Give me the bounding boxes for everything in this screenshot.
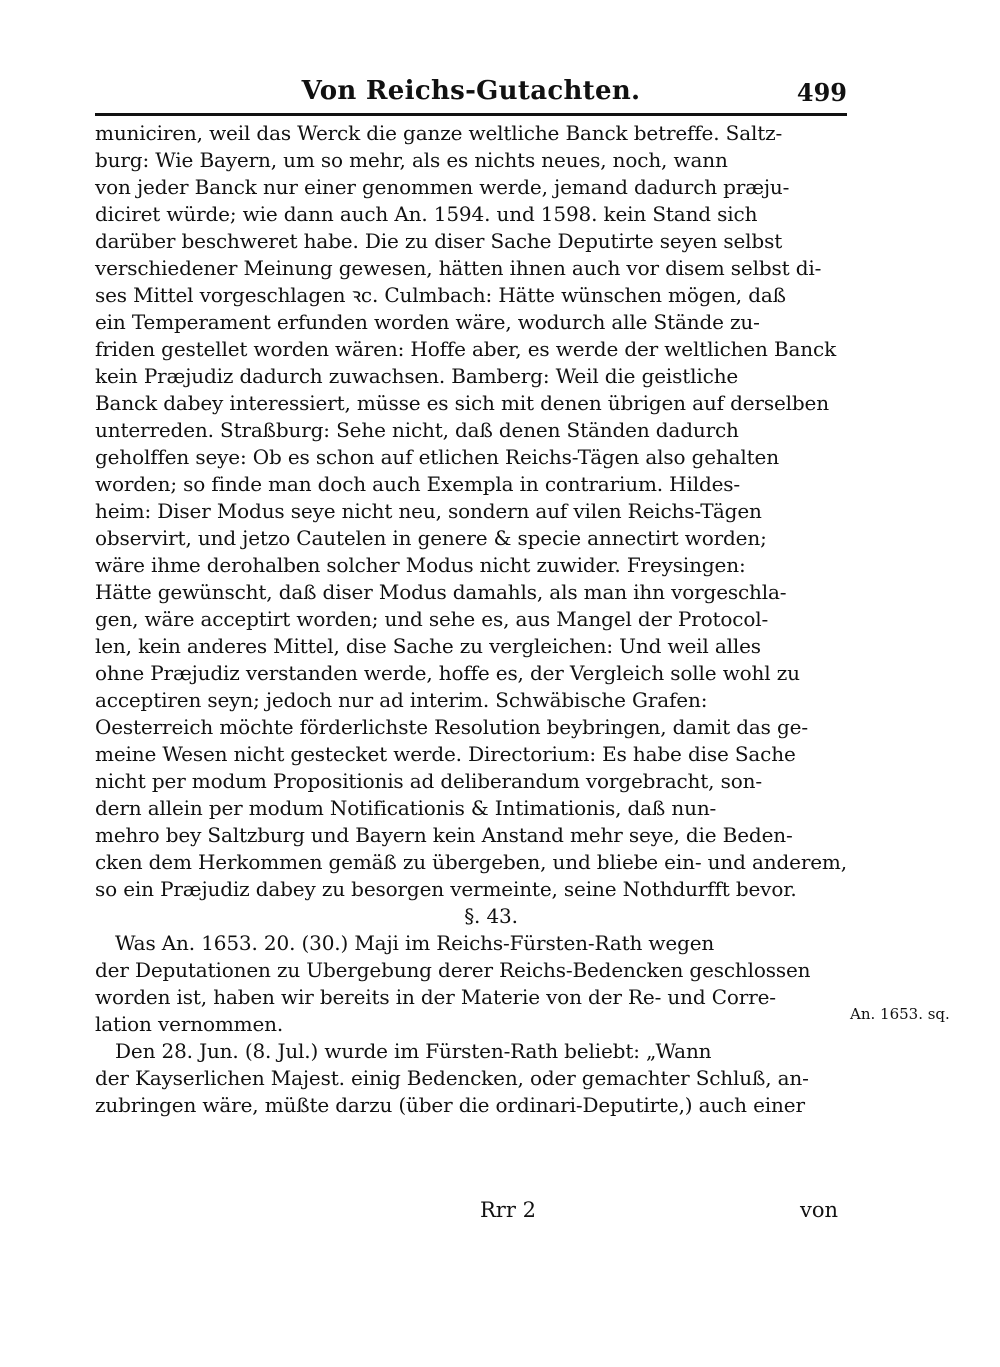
margin-note: An. 1653. sq. <box>850 1005 950 1023</box>
text-line: diciret würde; wie dann auch An. 1594. und 1598. kein Stand sich <box>95 202 758 226</box>
text-line: mehro bey Saltzburg und Bayern kein Anstand mehr seye, die Beden- <box>95 823 793 847</box>
section-heading: §. 43. <box>464 904 518 928</box>
text-line: ses Mittel vorgeschlagen ꝛc. Culmbach: Hätte wünschen mögen, daß <box>95 283 786 307</box>
text-line: der Kayserlichen Majest. einig Bedencken, oder gemachter Schluß, an- <box>95 1066 809 1090</box>
text-line: burg: Wie Bayern, um so mehr, als es nichts neues, noch, wann <box>95 148 728 172</box>
text-line: Oesterreich möchte förderlichste Resolution beybringen, damit das ge- <box>95 715 808 739</box>
text-line: gen, wäre acceptirt worden; und sehe es, aus Mangel der Protocol- <box>95 607 769 631</box>
text-line: meine Wesen nicht gestecket werde. Directorium: Es habe dise Sache <box>95 742 796 766</box>
header-rule <box>95 113 847 116</box>
text-line: wäre ihme derohalben solcher Modus nicht zuwider. Freysingen: <box>95 553 746 577</box>
text-line: lation vernommen. <box>95 1012 284 1036</box>
text-line: cken dem Herkommen gemäß zu übergeben, und bliebe ein- und anderem, <box>95 850 847 874</box>
text-line: kein Præjudiz dadurch zuwachsen. Bamberg: Weil die geistliche <box>95 364 739 388</box>
text-line: zubringen wäre, müßte darzu (über die ordinari-Deputirte,) auch einer <box>95 1093 805 1117</box>
text-line: municiren, weil das Werck die ganze weltliche Banck betreffe. Saltz- <box>95 121 783 145</box>
text-line: worden; so finde man doch auch Exempla in contrarium. Hildes- <box>95 472 741 496</box>
text-line: geholffen seye: Ob es schon auf etlichen Reichs-Tägen also gehalten <box>95 445 779 469</box>
page-number: 499 <box>796 78 847 107</box>
text-line: so ein Præjudiz dabey zu besorgen vermeinte, seine Nothdurfft bevor. <box>95 877 797 901</box>
running-title: Von Reichs-Gutachten. <box>301 76 641 106</box>
text-line: friden gestellet worden wären: Hoffe aber, es werde der weltlichen Banck <box>95 337 837 361</box>
text-line: Was An. 1653. 20. (30.) Maji im Reichs-Fürsten-Rath wegen <box>115 931 715 955</box>
running-header <box>95 76 847 110</box>
signature-mark: Rrr 2 <box>480 1198 536 1222</box>
text-line: acceptiren seyn; jedoch nur ad interim. Schwäbische Grafen: <box>95 688 708 712</box>
text-line: worden ist, haben wir bereits in der Materie von der Re- und Corre- <box>95 985 776 1009</box>
text-line: ohne Præjudiz verstanden werde, hoffe es, der Vergleich solle wohl zu <box>95 661 800 685</box>
text-line: Den 28. Jun. (8. Jul.) wurde im Fürsten-Rath beliebt: „Wann <box>115 1039 712 1063</box>
text-line: der Deputationen zu Ubergebung derer Reichs-Bedencken geschlossen <box>95 958 811 982</box>
text-line: nicht per modum Propositionis ad deliberandum vorgebracht, son- <box>95 769 762 793</box>
text-line: ein Temperament erfunden worden wäre, wodurch alle Stände zu- <box>95 310 760 334</box>
text-line: len, kein anderes Mittel, dise Sache zu vergleichen: Und weil alles <box>95 634 761 658</box>
text-line: heim: Diser Modus seye nicht neu, sondern auf vilen Reichs-Tägen <box>95 499 762 523</box>
text-line: verschiedener Meinung gewesen, hätten ihnen auch vor disem selbst di- <box>95 256 822 280</box>
text-line: darüber beschweret habe. Die zu diser Sache Deputirte seyen selbst <box>95 229 783 253</box>
text-line: Hätte gewünscht, daß diser Modus damahls, als man ihn vorgeschla- <box>95 580 787 604</box>
text-line: von jeder Banck nur einer genommen werde, jemand dadurch præju- <box>95 175 790 199</box>
text-line: observirt, und jetzo Cautelen in genere & specie annectirt worden; <box>95 526 767 550</box>
text-line: unterreden. Straßburg: Sehe nicht, daß denen Ständen dadurch <box>95 418 739 442</box>
text-block <box>95 120 847 1119</box>
text-line: Banck dabey interessiert, müsse es sich mit denen übrigen auf derselben <box>95 391 829 415</box>
catchword: von <box>800 1198 839 1222</box>
text-line: dern allein per modum Notificationis & Intimationis, daß nun- <box>95 796 717 820</box>
